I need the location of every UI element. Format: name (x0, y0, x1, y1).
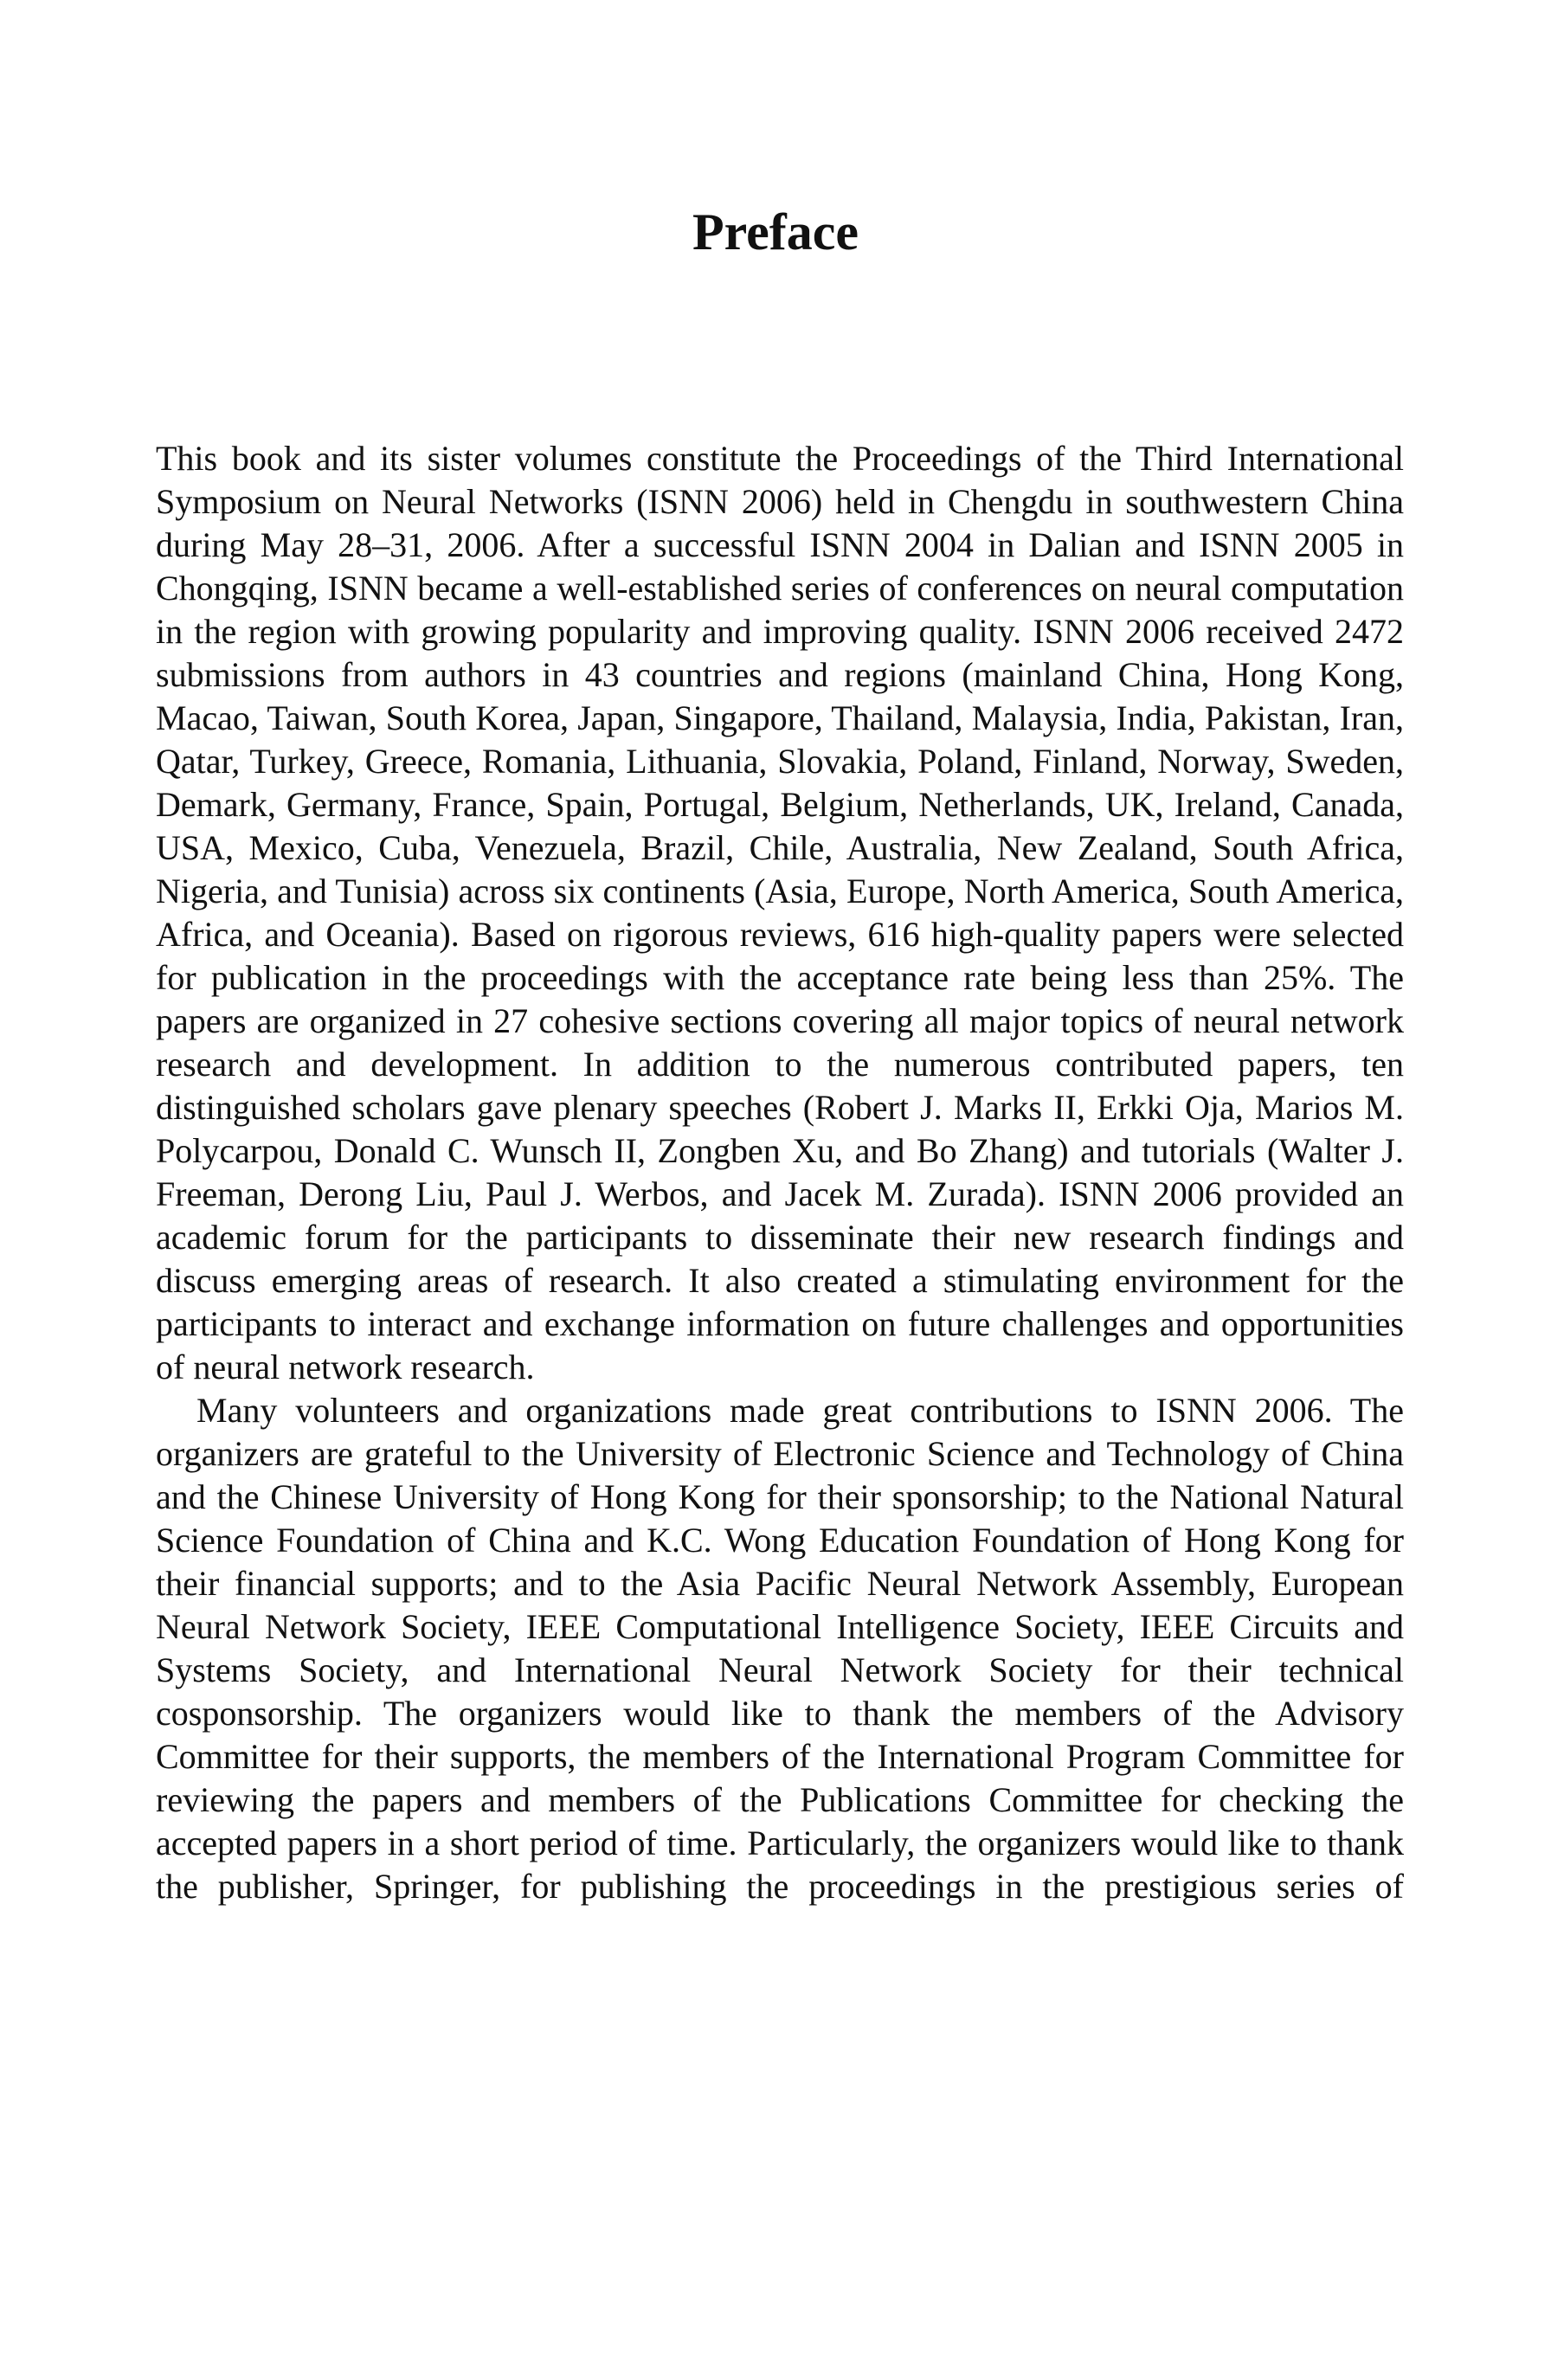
preface-body (156, 437, 1404, 1908)
page-title: Preface (692, 203, 859, 261)
paragraph-1: This book and its sister volumes constitute the Proceedings of the Third International Symposium on Neural Networks (ISNN 2006) held in Chengdu in southwestern China during May 28–31, 2006. After a successful ISNN 2004 in Dalian and ISNN 2005 in Chongqing, ISNN became a well-established series of conferences on neural computation in the region with growing popularity and improving quality. ISNN 2006 received 2472 submissions from authors in 43 countries and regions (mainland China, Hong Kong, Macao, Taiwan, South Korea, Japan, Singapore, Thailand, Malaysia, India, Pakistan, Iran, Qatar, Turkey, Greece, Romania, Lithuania, Slovakia, Poland, Finland, Norway, Sweden, Demark, Germany, France, Spain, Portugal, Belgium, Netherlands, UK, Ireland, Canada, USA, Mexico, Cuba, Venezuela, Brazil, Chile, Australia, New Zealand, South Africa, Nigeria, and Tunisia) across six continents (Asia, Europe, North America, South America, Africa, and Oceania). Based on rigorous reviews, 616 high-quality papers were selected for publication in the proceedings with the acceptance rate being less than 25%. The papers are organized in 27 cohesive sections covering all major topics of neural network research and development. In addition to the numerous contributed papers, ten distinguished scholars gave plenary speeches (Robert J. Marks II, Erkki Oja, Marios M. Polycarpou, Donald C. Wunsch II, Zongben Xu, and Bo Zhang) and tutorials (Walter J. Freeman, Derong Liu, Paul J. Werbos, and Jacek M. Zurada). ISNN 2006 provided an academic forum for the participants to disseminate their new research findings and discuss emerging areas of research. It also created a stimulating environment for the participants to interact and exchange information on future challenges and opportunities of neural network research. (156, 439, 1404, 1386)
paragraph-2: Many volunteers and organizations made great contributions to ISNN 2006. The organizers are grateful to the University of Electronic Science and Technology of China and the Chinese University of Hong Kong for their sponsorship; to the National Natural Science Foundation of China and K.C. Wong Education Foundation of Hong Kong for their financial supports; and to the Asia Pacific Neural Network Assembly, European Neural Network Society, IEEE Computational Intelligence Society, IEEE Circuits and Systems Society, and International Neural Network Society for their technical cosponsorship. The organizers would like to thank the members of the Advisory Committee for their supports, the members of the International Program Committee for reviewing the papers and members of the Publications Committee for checking the accepted papers in a short period of time. Particularly, the organizers would like to thank the publisher, Springer, for publishing the proceedings in the prestigious series of (156, 1391, 1404, 1906)
